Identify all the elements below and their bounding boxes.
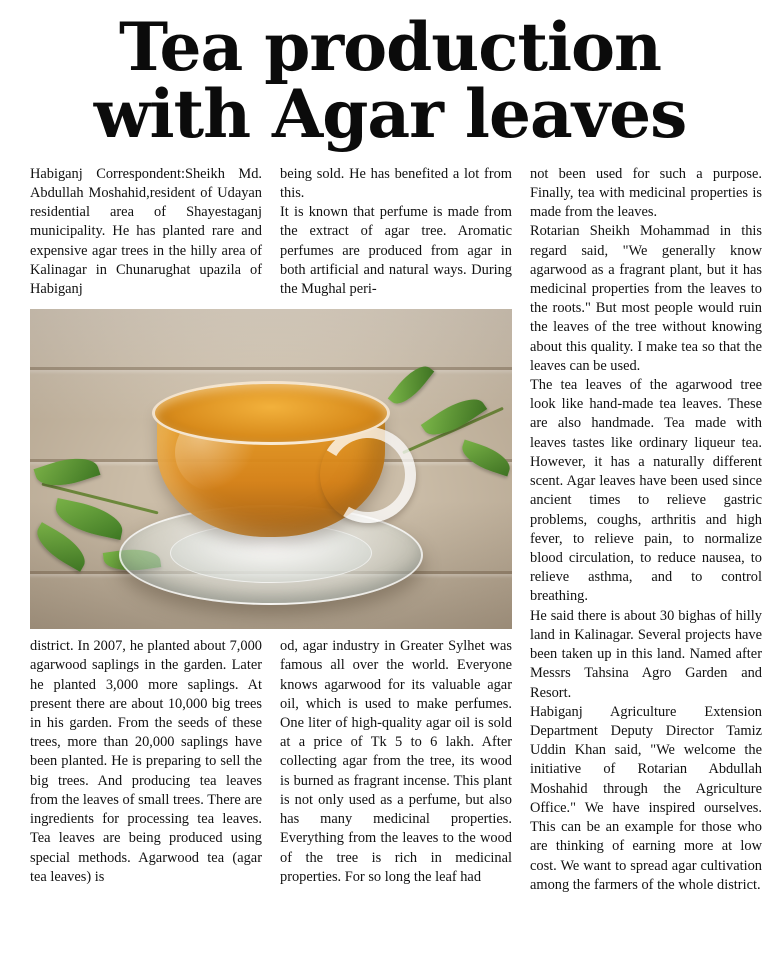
left-block: [30, 165, 512, 895]
paragraph: Habiganj Correspondent:Sheikh Md. Abdullah Moshahid,resident of Udayan residential area of Shayestaganj municipality. He has planted rare and expensive agar trees in the hilly area of Kalinagar in Chunarughat upazila of Habiganj: [30, 165, 262, 297]
headline-line-2: with Agar leaves: [93, 75, 687, 154]
paragraph: It is known that perfume is made from the extract of agar tree. Aromatic perfumes are produced from agar in both artificial and natural ways. During the Mughal peri-: [280, 204, 512, 297]
paragraph: Habiganj Agriculture Extension Department Deputy Director Tamiz Uddin Khan said, "We welcome the initiative of Rotarian Abdullah Moshahid through the Agriculture Office." We have inspired ourselves. This can be an example for those who are thinking of earning more at low cost. We want to spread agar cultivation among the farmers of the whole district.: [530, 703, 762, 893]
column-4: [30, 637, 262, 887]
bottom-text-row: [30, 637, 512, 887]
paragraph: od, agar industry in Greater Sylhet was famous all over the world. Everyone knows agarwood for its valuable agar oil, which is used to make perfumes. One liter of high-quality agar oil is sold at a price of Tk 5 to 6 lakh. After collecting agar from the tree, its wood is burned as fragrant incense. This plant is not only used as a perfume, but also has many medicinal properties. Everything from the leaves to the wood of the tree is rich in medicinal properties. For so long the leaf had: [280, 638, 512, 885]
column-2: [280, 165, 512, 300]
photo-background: [30, 309, 512, 629]
paragraph: being sold. He has benefited a lot from this.: [280, 165, 512, 201]
column-1: [30, 165, 262, 300]
paragraph: Rotarian Sheikh Mohammad in this regard said, "We generally know agarwood as a fragrant plant, but it has medicinal properties from the leaves to the roots." But most people would ruin the leaves of the tree without knowing about this quality. I make tea so that the leaves can be used.: [530, 223, 762, 374]
paragraph: He said there is about 30 bighas of hilly land in Kalinagar. Several projects have been taken up in this land. Named after Messrs Tahsina Agro Garden and Resort.: [530, 607, 762, 701]
column-3: [530, 165, 762, 895]
paragraph: not been used for such a purpose. Finally, tea with medicinal properties is made from the leaves.: [530, 165, 762, 221]
paragraph: The tea leaves of the agarwood tree look like hand-made tea leaves. These are also handmade. Tea made with leaves tastes like ordinary liqueur tea. However, it has a naturally different scent. Agar leaves have been used since ancient times to relieve gastric problems, coughs, arthritis and high fever, to relieve pain, to normalize blood circulation, to reduce nausea, to relieve asthma, and to control breathing.: [530, 377, 762, 605]
paragraph: district. In 2007, he planted about 7,000 agarwood saplings in the garden. Later he planted 3,000 more saplings. At present there are about 10,000 big trees in his garden. From the seeds of these trees, more than 20,000 saplings have been planted. He is preparing to sell the big trees. And producing tea leaves from the leaves of small trees. There are ingredients for processing tea leaves. Tea leaves are being produced using special methods. Agarwood tea (agar tea leaves) is: [30, 638, 262, 885]
headline-line-1: Tea production: [118, 8, 662, 86]
tea-cup-photo: [30, 309, 512, 629]
page-title: [30, 8, 750, 154]
photo-vignette: [30, 309, 512, 629]
top-text-row: [30, 165, 512, 300]
article-columns: [30, 165, 762, 895]
column-5: [280, 637, 512, 887]
